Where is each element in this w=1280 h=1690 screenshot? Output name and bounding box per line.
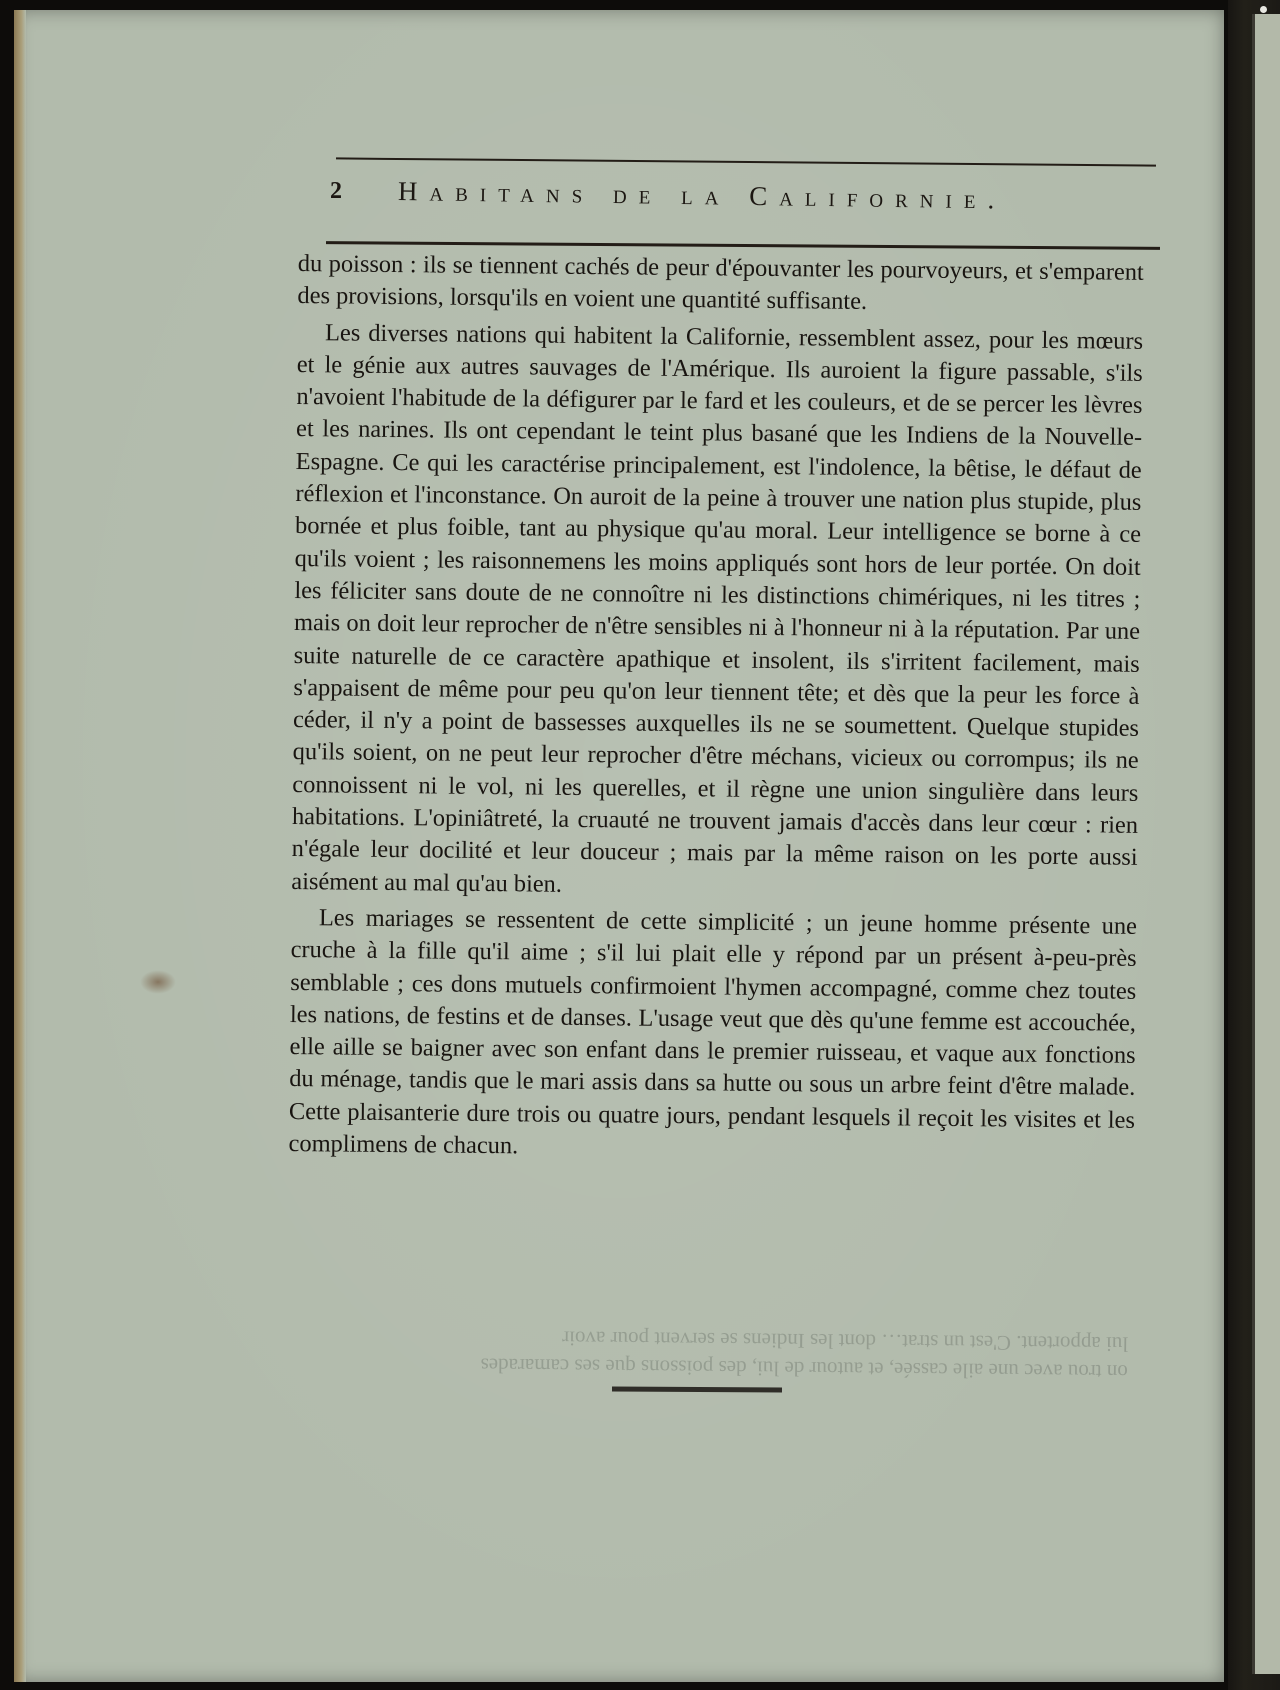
facing-page-edge (1252, 14, 1280, 1674)
scan-marker-dot (1260, 6, 1267, 13)
page-number: 2 (330, 178, 342, 204)
page-gutter-edge (14, 10, 26, 1682)
paragraph-marriages: Les mariages se ressentent de cette simplicité ; un jeune homme présente une cruche à la fille qu'il aime ; s'il lui plait elle y répond par un présent à-peu-près semblable ; ces dons mutuels confirmoient l'hymen accompagné, comme chez toutes les nations, de festins et de danses. L'usage veut que dès qu'une femme est accouchée, elle aille se baigner avec son enfant dans le premier ruisseau, et vaque aux fonctions du ménage, tandis que le mari assis dans sa hutte ou sous un arbre feint d'être malade. Cette plaisanterie dure trois ou quatre jours, pendant lesquels il reçoit les visites et les complimens de chacun. (288, 904, 1138, 1160)
end-ornament-rule (612, 1387, 782, 1393)
show-through-text (288, 1322, 1129, 1387)
running-title: Habitans de la Californie. (397, 176, 1007, 215)
paper-stain (140, 970, 176, 994)
show-through-line: on trou avec une aile cassée, et autour de lui, des poissons que ses camarades (480, 1353, 1128, 1385)
paragraph-nations: Les diverses nations qui habitent la Californie, ressemblent assez, pour les mœurs et le génie aux autres sauvages de l'Amérique. Ils auroient la figure passable, s'ils n'avoient l'habitude de la défigurer par le fard et les couleurs, et de se percer les lèvres et les narines. Ils ont cependant le teint plus basané que les Indiens de la Nouvelle-Espagne. Ce qui les caractérise principalement, est l'indolence, la bêtise, le défaut de réflexion et l'inconstance. On auroit de la peine à trouver une nation plus stupide, plus bornée et plus foible, tant au physique qu'au moral. Leur intelligence se borne à ce qu'ils voient ; les raisonnemens les moins appliqués sont hors de leur portée. On doit les féliciter sans doute de ne connoître ni les distinctions chimériques, ni les titres ; mais on doit leur reprocher de n'être sensibles ni à l'honneur ni à la réputation. Par une suite naturelle de ce caractère apathique et insolent, ils s'irritent facilement, mais s'appaisent de même pour peu qu'on leur tiennent tête; et dès que la peur les force à céder, il n'y a point de bassesses auxquelles ils ne se soumettent. Quelque stupides qu'ils soient, on ne peut leur reprocher d'être méchans, vicieux ou corrompus; ils ne connoissent ni le vol, ni les querelles, et il règne une union singulière dans leurs habitations. L'opiniâtreté, la cruauté ne trouvent jamais d'accès dans leur cœur : rien n'égale leur docilité et leur douceur ; mais par la même raison on les porte aussi aisément au mal qu'au bien. (291, 318, 1144, 898)
show-through-line: lui apportent. C'est un strat… dont les Indiens se servent pour avoir (562, 1326, 1129, 1357)
paragraph-continuation: du poisson : ils se tiennent cachés de peur d'épouvanter les pourvoyeurs, et s'emparent des provisions, lorsqu'ils en voient une quantité suffisante. (297, 249, 1144, 316)
body-text (288, 248, 1144, 1169)
